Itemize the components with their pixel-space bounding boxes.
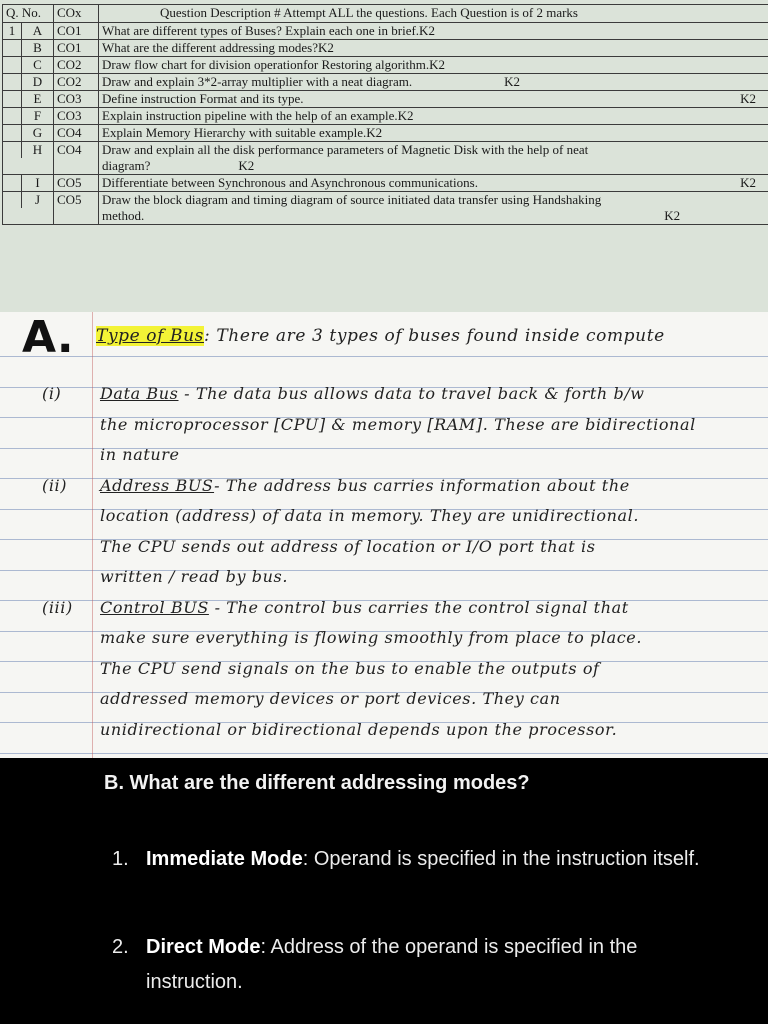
question-letter: I bbox=[35, 175, 40, 190]
answer-title: B. What are the different addressing modes? bbox=[104, 772, 530, 794]
marks-k2: K2 bbox=[740, 91, 756, 106]
handwritten-line: The CPU sends out address of location or I/O port that is bbox=[100, 536, 596, 556]
course-outcome: CO1 bbox=[54, 23, 99, 40]
question-number bbox=[3, 175, 22, 191]
bus-title: Control BUS bbox=[100, 597, 209, 617]
margin-line bbox=[92, 312, 93, 758]
question-description: What are the different addressing modes?K2 bbox=[99, 40, 768, 57]
question-description: Explain instruction pipeline with the help of an example.K2 bbox=[99, 108, 768, 125]
handwritten-line: (iii) Control BUS - The control bus carries the control signal that bbox=[42, 597, 629, 617]
marks-k2: K2 bbox=[664, 208, 681, 223]
question-number bbox=[3, 142, 22, 158]
question-number bbox=[3, 108, 22, 124]
handwritten-line: written / read by bus. bbox=[100, 567, 289, 586]
handwritten-line: location (address) of data in memory. They are unidirectional. bbox=[100, 506, 640, 525]
table-row bbox=[3, 23, 768, 40]
table-row bbox=[3, 125, 768, 142]
mode-item-1 bbox=[112, 842, 712, 877]
item-number: (ii) bbox=[42, 475, 68, 495]
answer-label: A. bbox=[22, 312, 74, 363]
header-description: Question Description # Attempt ALL the questions. Each Question is of 2 marks bbox=[99, 5, 768, 23]
mode-number: 2. bbox=[112, 936, 129, 958]
question-id bbox=[3, 74, 54, 91]
header-qno: Q. No. bbox=[3, 5, 54, 23]
question-description: Explain Memory Hierarchy with suitable example.K2 bbox=[99, 125, 768, 142]
handwritten-line: (i) Data Bus - The data bus allows data to travel back & forth b/w bbox=[42, 384, 645, 403]
question-id bbox=[3, 108, 54, 125]
question-number: 1 bbox=[3, 23, 22, 39]
bus-title: Data Bus bbox=[100, 384, 179, 403]
course-outcome: CO2 bbox=[54, 57, 99, 74]
question-description: Differentiate between Synchronous and Asynchronous communications. K2 bbox=[99, 175, 768, 192]
question-table bbox=[2, 4, 768, 225]
mode-desc: : Operand is specified in the instruction itself. bbox=[302, 848, 700, 870]
question-id bbox=[3, 40, 54, 57]
question-description: Draw and explain 3*2-array multiplier with a neat diagram. K2 bbox=[99, 74, 768, 91]
question-id bbox=[3, 23, 54, 40]
handwritten-line: unidirectional or bidirectional depends upon the processor. bbox=[100, 719, 618, 739]
handwritten-notes bbox=[0, 312, 768, 758]
question-id bbox=[3, 142, 54, 175]
ruled-line bbox=[0, 753, 768, 754]
ruled-line bbox=[0, 356, 768, 357]
table-row bbox=[3, 91, 768, 108]
question-letter: H bbox=[32, 142, 43, 157]
question-id bbox=[3, 192, 54, 225]
question-number bbox=[3, 91, 22, 107]
question-description: What are different types of Buses? Explain each one in brief.K2 bbox=[99, 23, 768, 40]
question-id bbox=[3, 57, 54, 74]
question-description: Define instruction Format and its type. K2 bbox=[99, 91, 768, 108]
table-row bbox=[3, 192, 768, 225]
header-cox: COx bbox=[54, 5, 99, 23]
question-letter: F bbox=[33, 108, 42, 123]
question-letter: G bbox=[32, 125, 43, 140]
mode-number: 1. bbox=[112, 848, 129, 870]
handwritten-line: make sure everything is flowing smoothly from place to place. bbox=[100, 628, 643, 647]
question-paper bbox=[0, 0, 768, 312]
bus-title: Address BUS bbox=[100, 475, 215, 495]
course-outcome: CO5 bbox=[54, 175, 99, 192]
table-row bbox=[3, 74, 768, 91]
table-row bbox=[3, 40, 768, 57]
item-number: (i) bbox=[42, 384, 62, 403]
marks-k2: K2 bbox=[504, 74, 520, 89]
course-outcome: CO4 bbox=[54, 125, 99, 142]
handwritten-line: (ii) Address BUS- The address bus carries information about the bbox=[42, 475, 630, 495]
heading-highlight: Type of Bus bbox=[96, 326, 204, 346]
question-number bbox=[3, 74, 22, 90]
question-letter: E bbox=[33, 91, 42, 106]
table-row bbox=[3, 57, 768, 74]
course-outcome: CO5 bbox=[54, 192, 99, 225]
question-id bbox=[3, 125, 54, 142]
question-letter: B bbox=[33, 40, 42, 55]
marks-k2: K2 bbox=[238, 158, 255, 173]
question-number bbox=[3, 40, 22, 56]
mode-name: Direct Mode bbox=[146, 936, 261, 958]
course-outcome: CO1 bbox=[54, 40, 99, 57]
table-row bbox=[3, 142, 768, 175]
table-row bbox=[3, 175, 768, 192]
question-number bbox=[3, 192, 22, 208]
handwritten-line: addressed memory devices or port devices. They can bbox=[100, 689, 561, 708]
course-outcome: CO3 bbox=[54, 108, 99, 125]
item-number: (iii) bbox=[42, 597, 73, 617]
question-number bbox=[3, 57, 22, 73]
course-outcome: CO2 bbox=[54, 74, 99, 91]
question-id bbox=[3, 175, 54, 192]
table-header-row bbox=[3, 5, 768, 23]
marks-k2: K2 bbox=[740, 175, 756, 190]
typed-answer bbox=[0, 758, 768, 1024]
course-outcome: CO4 bbox=[54, 142, 99, 175]
mode-name: Immediate Mode bbox=[146, 848, 303, 870]
handwritten-line: in nature bbox=[100, 445, 180, 464]
question-letter: J bbox=[34, 192, 41, 207]
question-letter: D bbox=[32, 74, 43, 89]
question-id bbox=[3, 91, 54, 108]
table-row bbox=[3, 108, 768, 125]
question-description: Draw the block diagram and timing diagram of source initiated data transfer using Handshaking method. K2 bbox=[99, 192, 768, 225]
mode-item-2 bbox=[112, 930, 712, 1000]
mode-desc: : Address of the operand is specified in the instruction. bbox=[146, 936, 638, 993]
bus-types-heading: Type of Bus: There are 3 types of buses found inside compute bbox=[96, 326, 665, 346]
question-description: Draw flow chart for division operationfor Restoring algorithm.K2 bbox=[99, 57, 768, 74]
question-description: Draw and explain all the disk performance parameters of Magnetic Disk with the help of neat diagram? K2 bbox=[99, 142, 768, 175]
question-letter: A bbox=[32, 23, 43, 38]
course-outcome: CO3 bbox=[54, 91, 99, 108]
handwritten-line: The CPU send signals on the bus to enable the outputs of bbox=[100, 658, 600, 678]
question-letter: C bbox=[33, 57, 42, 72]
handwritten-line: the microprocessor [CPU] & memory [RAM]. These are bidirectional bbox=[100, 414, 696, 434]
question-number bbox=[3, 125, 22, 141]
